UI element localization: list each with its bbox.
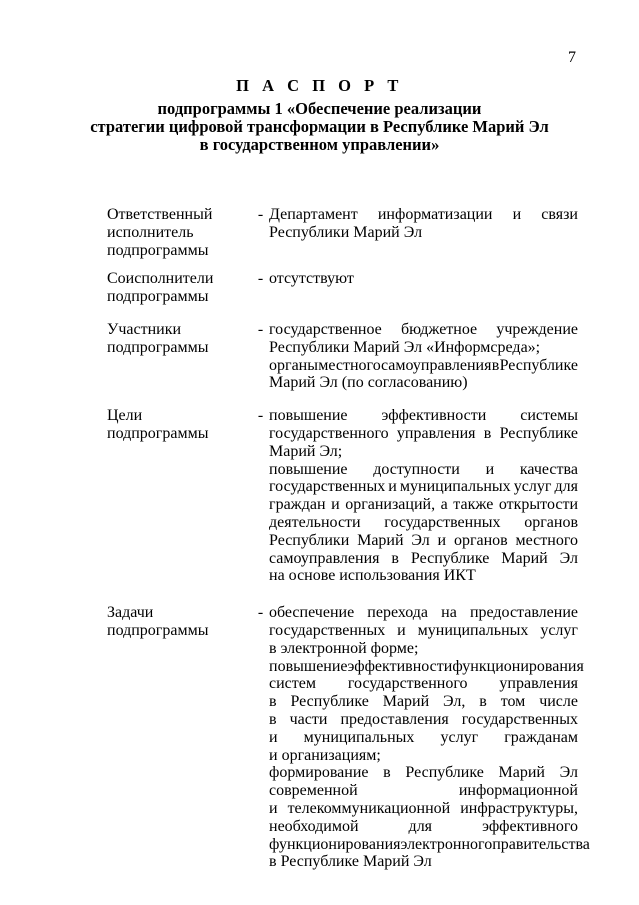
word: Марий [353,223,400,241]
word: государственного [269,424,389,442]
word: связи [541,206,578,223]
word: «Информсреда»; [426,338,541,356]
value-line [269,567,578,585]
word: самоуправления [380,356,492,374]
word: ИКТ [443,567,476,585]
value-line [269,374,578,392]
word: в [269,639,277,657]
word: и [437,531,447,549]
word: Марий [362,853,410,871]
value-line [269,711,578,729]
word: Марий [382,693,430,711]
word: местного [515,531,578,549]
row-dash: - [257,206,264,223]
value-line [269,693,578,711]
row-label [107,321,252,357]
word: системы [520,407,578,425]
word: и [269,746,278,764]
word: государственных [269,478,386,496]
document-title: П А С П О Р Т [236,76,403,95]
word: Республики [269,223,350,241]
word: качества [519,460,578,478]
word: основе [288,567,336,585]
word: форме; [370,639,419,657]
word: в [269,693,277,711]
value-line [269,782,578,800]
word: (по [341,374,364,392]
word: функционирования [269,835,401,853]
word: необходимой [269,817,359,835]
word: организациям; [281,746,381,764]
word: эффективности [381,407,487,425]
page-number: 7 [568,49,576,66]
word: государственных [269,621,386,639]
row-label-line: подпрограммы [107,621,209,639]
value-line [269,604,578,622]
word: государственного [347,675,468,693]
word: предоставления [340,710,449,728]
word: Эл [403,223,423,241]
value-line [269,532,578,550]
word: услуг [440,728,479,746]
word: телекоммуникационной [287,799,451,817]
value-line [269,478,578,496]
word: в [269,710,277,728]
word: Эл [403,338,423,356]
word: электронного [400,835,493,853]
value-line [269,357,578,375]
word: том [500,693,526,711]
word: муниципальных [417,621,529,639]
word: информатизации [377,206,493,223]
row-label [107,604,252,640]
word: открытости [498,496,578,514]
value-line [269,339,578,357]
value-line [269,657,584,676]
word: Марий [498,764,545,782]
word: и [269,799,278,817]
value-line [269,407,578,425]
word: доступности [373,460,460,478]
word: и [397,621,406,639]
value-line [269,622,578,640]
word: Республике [499,356,578,374]
word: Марий [353,338,400,356]
word: органы [269,356,318,374]
word: Эл [559,764,578,782]
value-line [269,443,578,461]
word: для [554,478,578,496]
row-label-line: Участники [107,320,182,338]
row-label-line: Соисполнители [107,270,214,288]
word: современной [269,782,358,800]
row-label-line: Цели [107,407,143,425]
word: органов [524,513,578,531]
word: бюджетное [400,320,478,338]
word: правительства [492,835,590,853]
value-line [269,835,590,854]
word: услуг [513,478,552,496]
word: формирование [269,764,369,782]
word: в [483,424,492,442]
value-line [269,818,578,836]
word: а [440,496,448,514]
word: Республике [410,549,490,567]
word: Республике [280,853,359,871]
value-line [269,675,578,693]
word: на [269,567,285,585]
word: местного [318,356,381,374]
word: повышение [269,657,348,675]
word: и [512,206,522,223]
word: перехода [367,604,429,622]
word: управления [396,424,476,442]
word: Марий [269,442,316,460]
word: Эл; [319,442,343,460]
word: и [388,478,397,496]
subtitle-line: стратегии цифровой трансформации в Республике Марий Эл [90,117,549,136]
value-line [269,425,578,443]
word: услуг [540,621,578,639]
word: части [289,710,328,728]
passport-row [107,407,578,585]
passport-row [107,270,578,306]
word: согласованию) [367,374,468,392]
word: Эл, [443,693,466,711]
row-value [269,270,578,288]
word: обеспечение [269,604,355,622]
value-line [269,550,578,568]
word: Республики [269,531,350,549]
value-line [269,270,578,288]
word: Марий [357,531,404,549]
value-line [269,461,578,479]
word: Республике [290,693,369,711]
word: также [453,496,494,514]
word: государственных [461,710,578,728]
row-value [269,604,590,871]
value-line [269,206,578,224]
word: функционирования [452,657,584,675]
value-line [269,729,578,747]
word: предоставление [469,604,578,622]
word: Республики [269,338,350,356]
word: в [391,549,399,567]
row-label-line: исполнитель [107,223,194,241]
value-line [269,640,578,658]
passport-row [107,604,590,871]
word: Республике [405,764,484,782]
word: и [331,496,340,514]
word: для [408,817,433,835]
word: систем [269,675,316,693]
word: на [441,604,457,622]
row-label-line: подпрограммы [107,288,209,306]
subtitle-line: подпрограммы 1 «Обеспечение реализации [157,99,482,118]
row-label [107,206,252,259]
row-label [107,270,252,306]
value-line [269,747,578,765]
value-line [269,514,578,532]
subtitle-line: в государственном управлении» [199,135,440,154]
word: Эл [413,853,432,871]
value-line [269,800,578,818]
row-label [107,407,252,443]
value-line [269,853,578,871]
passport-row [107,321,578,392]
row-value [269,206,578,242]
word: инфраструктуры, [460,799,578,817]
value-line [269,224,578,242]
value-line [269,764,578,782]
word: информационной [458,782,578,800]
row-label-line: Ответственный [107,206,213,223]
word: Эл [319,374,338,392]
word: муниципальных [399,478,511,496]
word: учреждение [496,320,578,338]
word: органов [453,531,508,549]
word: государственное [269,320,382,338]
row-dash: - [257,604,264,622]
word: в [383,764,391,782]
passport-row [107,206,578,259]
row-label-line: Задачи [107,604,154,622]
word: использования [339,567,440,585]
document-subtitle [0,100,639,154]
value-line [269,321,578,339]
row-dash: - [257,407,264,425]
word: Марий [501,549,548,567]
word: электронной [280,639,367,657]
row-label-line: подпрограммы [107,241,209,259]
word: повышение [269,460,348,478]
value-line [269,496,578,514]
word: и [269,728,278,746]
word: в [479,693,487,711]
row-label-line: подпрограммы [107,338,209,356]
word: Эл [411,531,430,549]
word: эффективного [482,817,578,835]
word: самоуправления [269,549,380,567]
word: граждан [269,496,326,514]
row-value [269,407,578,585]
word: гражданам [504,728,578,746]
word: Марий [269,374,316,392]
row-value [269,321,578,392]
word: числе [539,693,578,711]
word: Республике [499,424,578,442]
word: государственных [384,513,501,531]
word: Департамент [269,206,358,223]
word: эффективности [347,657,453,675]
word: деятельности [269,513,361,531]
word: отсутствуют [269,270,354,288]
word: Эл [559,549,578,567]
word: и [485,460,495,478]
word: в [269,853,277,871]
word: организаций, [345,496,436,514]
row-dash: - [257,270,264,288]
row-dash: - [257,320,264,338]
word: управления [499,675,578,693]
passport-table [107,206,590,871]
word: повышение [269,407,348,425]
word: муниципальных [303,728,415,746]
word: в [491,356,500,374]
row-label-line: подпрограммы [107,424,209,442]
